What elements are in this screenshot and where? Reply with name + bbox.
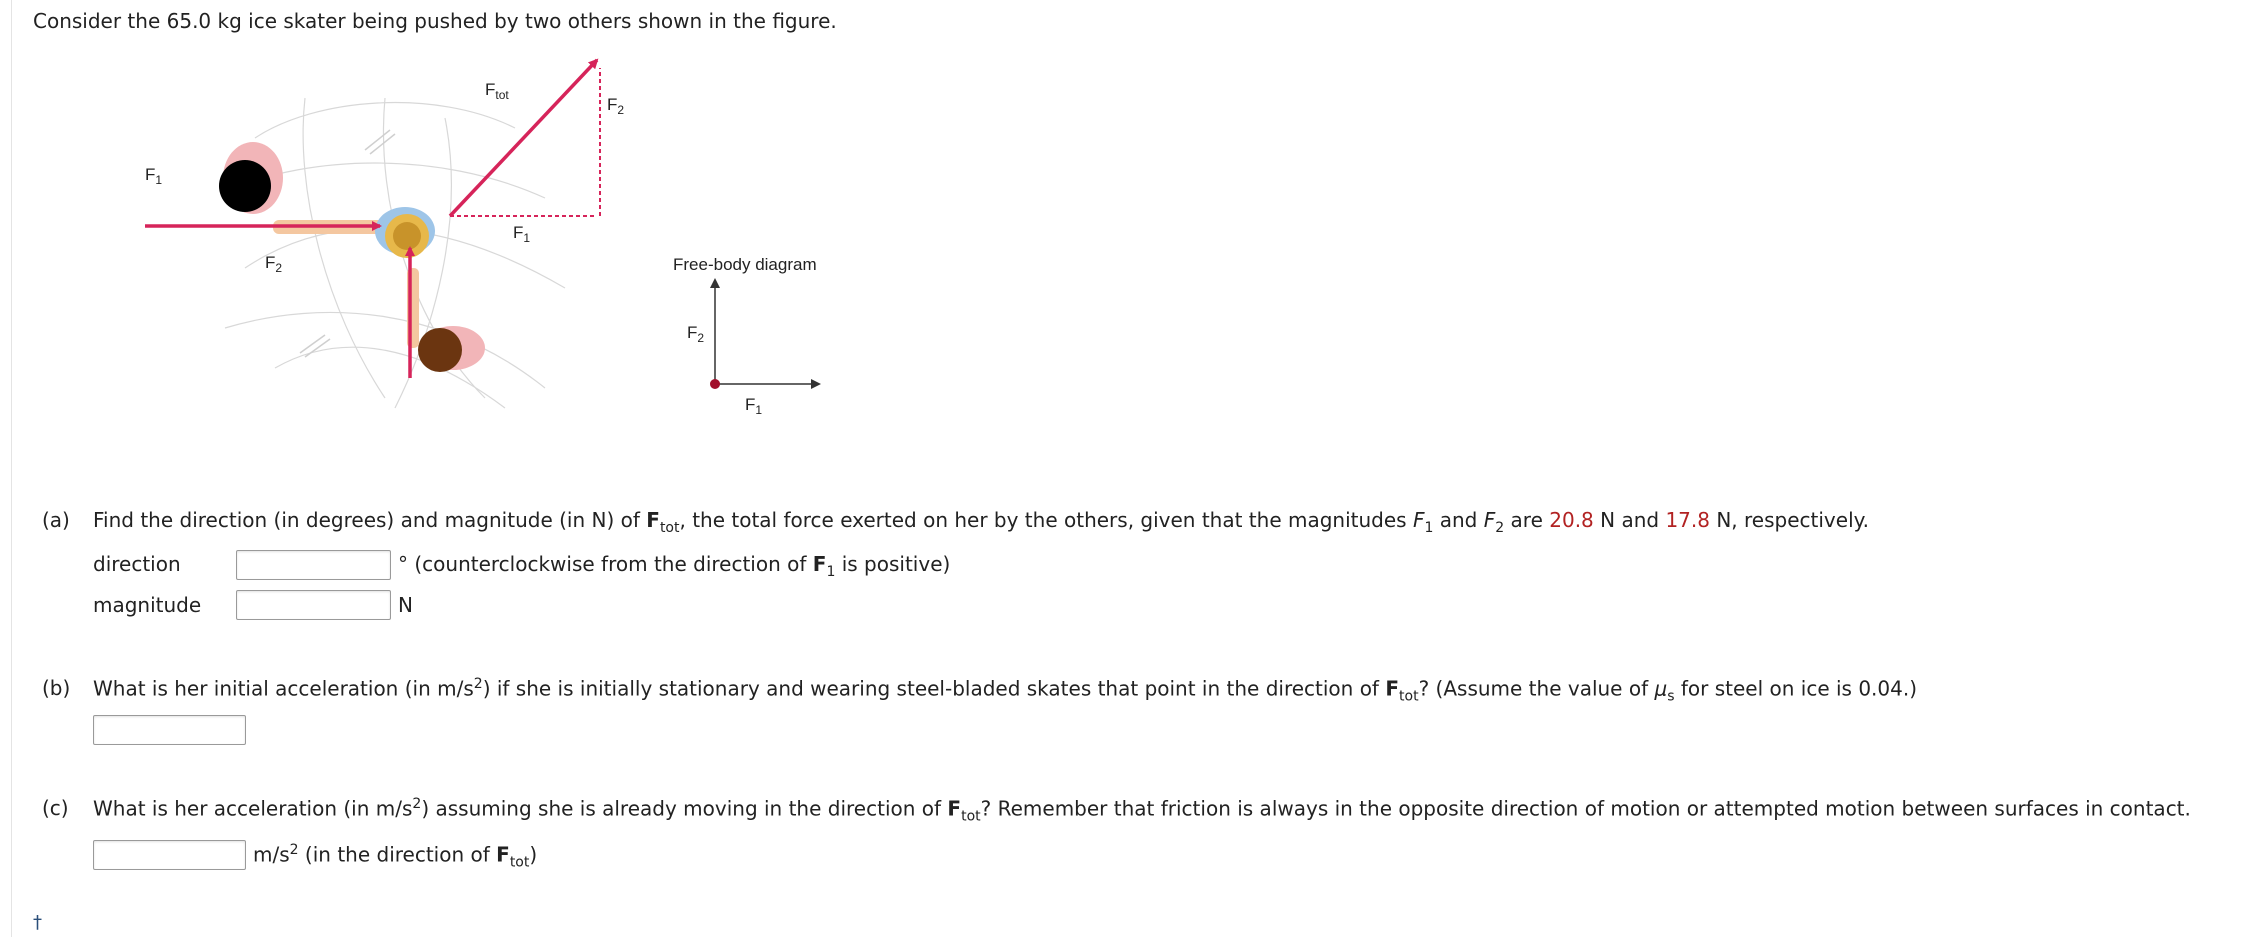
magnitude-label: magnitude [93,593,202,617]
center-skater [375,207,435,258]
part-c-question: What is her acceleration (in $m/s^2$) assuming she is already moving in the direction of $F_{tot}$? Remember that friction is always in the opposite direction of motion or attempted motion between surfaces in contact. [93,796,2191,825]
fbd-point-mass [710,379,720,389]
f2-label-triangle: $F_2$ [607,95,625,117]
ftot-arrow [450,60,597,216]
fbd-f2-label: $F_2$ [687,323,705,345]
part-c-unit: $m/s^2$ (in the direction of $F_{tot}$) [253,842,538,871]
f1-label-triangle: $F_1$ [513,223,531,245]
f1-label-left: $F_1$ [145,165,163,187]
part-b-question: What is her initial acceleration (in $m/s^2$) if she is initially stationary and wearing steel-bladed skates that point in the direction of $F_{tot}$? (Assume the value of $\mu_s$ for steel on ice is 0.04.) [93,676,1918,705]
f2-label-bottom: $F_2$ [265,253,283,275]
skater-force-figure [145,68,865,478]
part-c-letter: (c) [42,796,69,820]
fbd-title: Free-body diagram [673,255,817,274]
f2-magnitude-value: 17.8 [1665,508,1710,532]
part-a-question: Find the direction (in degrees) and magnitude (in N) of $F_{tot}$, the total force exerted on her by the others, given that the magnitudes $F_1$ and $F_2$ are 20.8 N and 17.8 N, respectively. [93,508,1869,536]
magnitude-input[interactable] [236,590,391,620]
direction-input[interactable] [236,550,391,580]
magnitude-unit: N [398,593,413,617]
direction-unit-note: ° (counterclockwise from the direction of $F_1$ is positive) [398,552,951,580]
fbd-f1-label: $F_1$ [745,395,763,417]
footnote-dagger: † [33,912,42,933]
moving-acceleration-input[interactable] [93,840,246,870]
direction-label: direction [93,552,181,576]
ftot-label: $F_{tot}$ [485,80,509,102]
problem-intro: Consider the 65.0 kg ice skater being pushed by two others shown in the figure. [33,9,837,33]
bottom-pushing-skater [407,268,485,372]
left-pushing-skater [219,142,393,234]
left-frame-border [11,0,12,937]
f1-magnitude-value: 20.8 [1549,508,1594,532]
part-a-letter: (a) [42,508,70,532]
initial-acceleration-input[interactable] [93,715,246,745]
part-b-letter: (b) [42,676,71,700]
